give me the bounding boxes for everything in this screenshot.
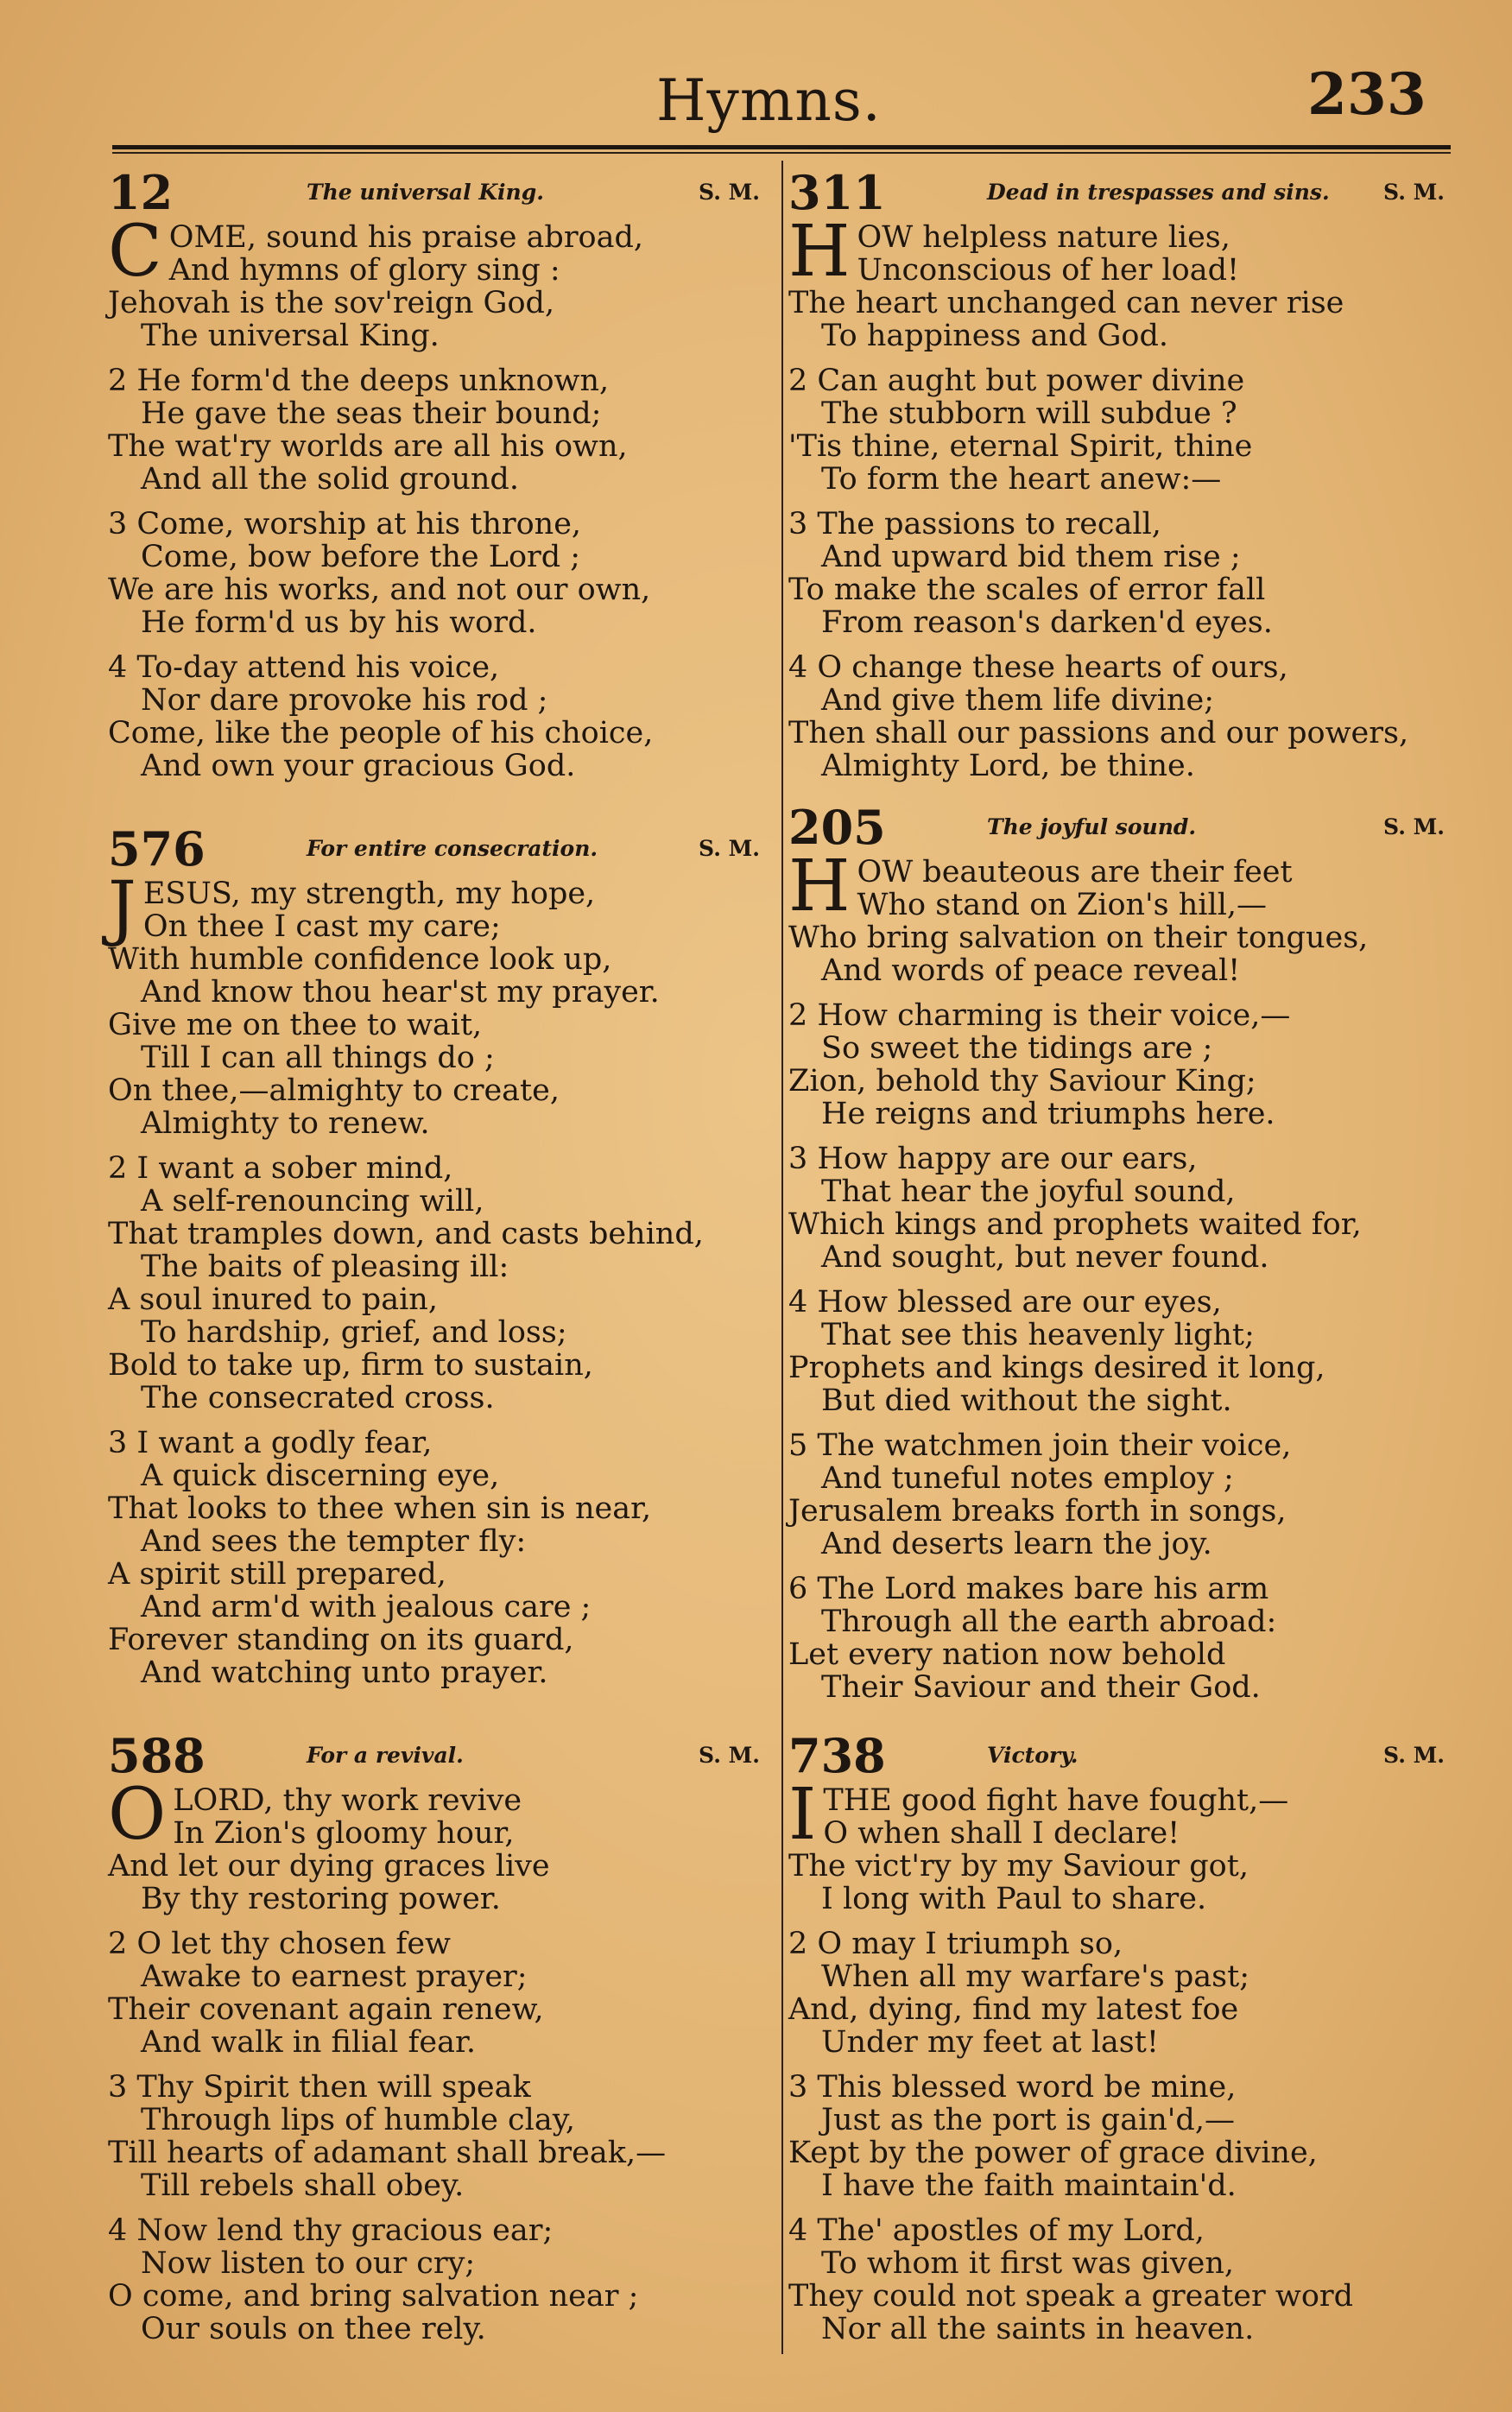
verse-line: And all the solid ground.	[141, 462, 519, 497]
hymn-theme: For a revival.	[307, 1743, 464, 1768]
verse-line: 2 He form'd the deeps unknown,	[108, 364, 610, 398]
verse-line: Give me on thee to wait,	[108, 1008, 483, 1042]
stanza	[788, 999, 1453, 1130]
verse-line: 4 The' apostles of my Lord,	[788, 2213, 1205, 2248]
verse-line: Just as the port is gain'd,—	[821, 2103, 1235, 2137]
verse-line: Jerusalem breaks forth in songs,	[788, 1494, 1287, 1529]
stanza-gap	[788, 1130, 1453, 1143]
verse-line: To make the scales of error fall	[788, 573, 1266, 607]
verse-line: Almighty to renew.	[141, 1106, 430, 1141]
verse-line: 6 The Lord makes bare his arm	[788, 1572, 1269, 1606]
verse-line: OW beauteous are their feet	[857, 855, 1293, 889]
verse-line: On thee,—almighty to create,	[108, 1073, 560, 1108]
drop-cap: J	[108, 867, 136, 949]
stanza	[108, 1774, 769, 1916]
verse-line: The vict'ry by my Saviour got,	[788, 1849, 1249, 1883]
hymn-theme: Victory.	[987, 1743, 1079, 1768]
verse-line: He form'd us by his word.	[141, 605, 537, 640]
stanza-gap	[788, 1561, 1453, 1573]
verse-line: Come, bow before the Lord ;	[141, 540, 581, 574]
hymn-205	[788, 799, 1453, 1704]
verse-line: Let every nation now behold	[788, 1637, 1226, 1672]
stanza	[788, 1429, 1453, 1561]
verse-line: Till hearts of adamant shall break,—	[108, 2136, 667, 2170]
verse-line: And words of peace reveal!	[821, 953, 1241, 988]
stanza-gap	[788, 1417, 1453, 1429]
verse-line: On thee I cast my care;	[142, 909, 501, 944]
verse-line: Come, like the people of his choice,	[108, 716, 654, 750]
stanza	[108, 2214, 769, 2346]
hymn-meter: S. M.	[699, 180, 760, 205]
verse-line: With humble confidence look up,	[108, 942, 612, 977]
verse-line: 3 The passions to recall,	[788, 507, 1161, 541]
verse-line: Who bring salvation on their tongues,	[788, 921, 1369, 955]
stanza	[108, 508, 769, 639]
header-rule-thin	[112, 152, 1451, 154]
stanza	[108, 1928, 769, 2059]
stanza	[108, 1427, 769, 1689]
stanza	[788, 2214, 1453, 2346]
stanza-gap	[788, 1915, 1453, 1928]
verse-line: And walk in filial fear.	[141, 2025, 477, 2060]
verse-line: But died without the sight.	[821, 1383, 1232, 1418]
verse-line: That tramples down, and casts behind,	[108, 1217, 704, 1251]
verse-line: A self-renouncing will,	[141, 1184, 484, 1219]
stanza-gap	[108, 1140, 769, 1152]
verse-line: 4 O change these hearts of ours,	[788, 650, 1288, 685]
stanza	[788, 211, 1453, 353]
page-title: Hymns.	[656, 67, 882, 134]
verse-line: He reigns and triumphs here.	[821, 1097, 1275, 1131]
verse-line: 2 Can aught but power divine	[788, 364, 1245, 398]
verse-line: A quick discerning eye,	[141, 1459, 500, 1493]
hymn-meter: S. M.	[699, 836, 760, 861]
verse-line: Zion, behold thy Saviour King;	[788, 1064, 1256, 1098]
verse-line: 4 Now lend thy gracious ear;	[108, 2213, 554, 2248]
verse-line: That hear the joyful sound,	[821, 1174, 1236, 1209]
hymn-number: 205	[788, 800, 886, 855]
stanza	[108, 1152, 769, 1415]
hymn-576	[108, 820, 769, 1689]
verse-line: 4 To-day attend his voice,	[108, 650, 500, 685]
drop-cap: I	[788, 1774, 817, 1856]
verse-line: And upward bid them rise ;	[821, 540, 1241, 574]
stanza-gap	[788, 2059, 1453, 2071]
verse-line: O come, and bring salvation near ;	[108, 2279, 639, 2314]
verse-line: And let our dying graces live	[108, 1849, 550, 1883]
verse-line: The consecrated cross.	[141, 1381, 495, 1415]
hymn-heading	[108, 164, 769, 221]
verse-line: OW helpless nature lies,	[857, 220, 1230, 255]
hymn-meter: S. M.	[699, 1743, 760, 1768]
drop-cap: O	[108, 1774, 167, 1856]
verse-line: That looks to thee when sin is near,	[108, 1491, 652, 1526]
verse-line: And deserts learn the joy.	[821, 1527, 1212, 1561]
verse-line: And watching unto prayer.	[141, 1655, 548, 1690]
page-number: 233	[1307, 60, 1427, 128]
hymn-number: 576	[108, 821, 206, 877]
verse-line: Who stand on Zion's hill,—	[857, 888, 1268, 922]
verse-line: He gave the seas their bound;	[141, 396, 602, 431]
hymn-311	[788, 164, 1453, 782]
verse-line: Now listen to our cry;	[141, 2246, 476, 2281]
verse-line: The wat'ry worlds are all his own,	[108, 429, 628, 464]
column-divider	[781, 161, 783, 2354]
stanza	[108, 867, 769, 1141]
drop-cap: H	[788, 211, 851, 293]
verse-line: 4 How blessed are our eyes,	[788, 1285, 1222, 1320]
stanza	[788, 1774, 1453, 1916]
verse-line: LORD, thy work revive	[173, 1783, 522, 1818]
stanza	[108, 2071, 769, 2202]
stanza	[788, 364, 1453, 496]
stanza-gap	[788, 496, 1453, 508]
verse-line: 2 O let thy chosen few	[108, 1927, 451, 1961]
verse-line: That see this heavenly light;	[821, 1318, 1255, 1352]
hymn-theme: For entire consecration.	[307, 836, 598, 861]
hymn-number: 311	[788, 165, 886, 220]
verse-line: Unconscious of her load!	[857, 253, 1240, 288]
stanza-gap	[788, 987, 1453, 999]
verse-line: 3 I want a godly fear,	[108, 1426, 433, 1460]
hymn-738	[788, 1727, 1453, 2346]
stanza-gap	[108, 639, 769, 651]
verse-line: Then shall our passions and our powers,	[788, 716, 1409, 750]
verse-line: Our souls on thee rely.	[141, 2312, 486, 2346]
stanza	[788, 1928, 1453, 2059]
verse-line: THE good fight have fought,—	[823, 1783, 1289, 1818]
verse-line: And sees the tempter fly:	[141, 1524, 527, 1559]
hymn-theme: The joyful sound.	[987, 814, 1197, 839]
verse-line: To hardship, grief, and loss;	[141, 1315, 567, 1350]
stanza-gap	[788, 639, 1453, 651]
verse-line: Nor dare provoke his rod ;	[141, 683, 548, 718]
stanza	[108, 364, 769, 496]
verse-line: The stubborn will subdue ?	[821, 396, 1237, 431]
verse-line: In Zion's gloomy hour,	[173, 1816, 515, 1851]
verse-line: Kept by the power of grace divine,	[788, 2136, 1318, 2170]
hymn-number: 738	[788, 1728, 886, 1783]
hymn-12	[108, 164, 769, 782]
verse-line: And sought, but never found.	[821, 1240, 1269, 1275]
hymn-number: 12	[108, 165, 174, 220]
header-rule	[112, 145, 1451, 149]
stanza-gap	[108, 496, 769, 508]
verse-line: When all my warfare's past;	[821, 1959, 1249, 1994]
verse-line: And know thou hear'st my prayer.	[141, 975, 660, 1010]
stanza	[788, 1573, 1453, 1704]
verse-line: O when shall I declare!	[823, 1816, 1180, 1851]
hymn-meter: S. M.	[1383, 180, 1445, 205]
verse-line: From reason's darken'd eyes.	[821, 605, 1273, 640]
verse-line: 'Tis thine, eternal Spirit, thine	[788, 429, 1253, 464]
drop-cap: C	[108, 211, 162, 293]
verse-line: Prophets and kings desired it long,	[788, 1351, 1325, 1385]
verse-line: Bold to take up, firm to sustain,	[108, 1348, 593, 1383]
verse-line: And give them life divine;	[821, 683, 1214, 718]
stanza-gap	[788, 352, 1453, 364]
verse-line: Till I can all things do ;	[141, 1041, 495, 1075]
verse-line: They could not speak a greater word	[788, 2279, 1354, 2314]
stanza-gap	[108, 2202, 769, 2214]
verse-line: Awake to earnest prayer;	[141, 1959, 528, 1994]
verse-line: Under my feet at last!	[821, 2025, 1159, 2060]
verse-line: 3 How happy are our ears,	[788, 1142, 1198, 1176]
verse-line: To happiness and God.	[821, 319, 1169, 353]
stanza	[788, 1143, 1453, 1274]
hymn-meter: S. M.	[1383, 1743, 1445, 1768]
stanza	[108, 651, 769, 782]
hymn-theme: Dead in trespasses and sins.	[987, 180, 1330, 205]
verse-line: Their covenant again renew,	[108, 1992, 544, 2027]
verse-line: Their Saviour and their God.	[821, 1670, 1261, 1705]
verse-line: 2 O may I triumph so,	[788, 1927, 1123, 1961]
hymn-588	[108, 1727, 769, 2346]
verse-line: Which kings and prophets waited for,	[788, 1207, 1362, 1242]
stanza-gap	[108, 2059, 769, 2071]
hymn-number: 588	[108, 1728, 206, 1783]
drop-cap: H	[788, 845, 851, 927]
verse-line: Through all the earth abroad:	[821, 1605, 1277, 1639]
verse-line: The heart unchanged can never rise	[788, 286, 1344, 320]
verse-line: Through lips of humble clay,	[141, 2103, 575, 2137]
verse-line: And, dying, find my latest foe	[788, 1992, 1239, 2027]
hymn-heading	[788, 164, 1453, 221]
verse-line: To form the heart anew:—	[821, 462, 1222, 497]
verse-line: And own your gracious God.	[141, 749, 576, 783]
verse-line: I have the faith maintain'd.	[821, 2168, 1237, 2203]
hymn-heading	[108, 1727, 769, 1784]
verse-line: 3 Thy Spirit then will speak	[108, 2070, 531, 2105]
verse-line: ESUS, my strength, my hope,	[142, 877, 596, 911]
verse-line: We are his works, and not our own,	[108, 573, 651, 607]
verse-line: A soul inured to pain,	[108, 1282, 438, 1317]
stanza	[108, 211, 769, 353]
stanza	[788, 651, 1453, 782]
stanza	[788, 508, 1453, 639]
verse-line: OME, sound his praise abroad,	[168, 220, 644, 255]
verse-line: So sweet the tidings are ;	[821, 1031, 1213, 1066]
hymn-meter: S. M.	[1383, 814, 1445, 839]
verse-line: And tuneful notes employ ;	[821, 1461, 1234, 1496]
hymn-heading	[788, 799, 1453, 856]
verse-line: 2 How charming is their voice,—	[788, 998, 1291, 1033]
hymn-heading	[788, 1727, 1453, 1784]
stanza-gap	[108, 1915, 769, 1928]
verse-line: The universal King.	[141, 319, 440, 353]
verse-line: And hymns of glory sing :	[168, 253, 560, 288]
stanza-gap	[108, 1415, 769, 1427]
verse-line: 2 I want a sober mind,	[108, 1151, 453, 1186]
stanza	[788, 845, 1453, 988]
hymn-heading	[108, 820, 769, 877]
verse-line: 3 This blessed word be mine,	[788, 2070, 1237, 2105]
verse-line: 5 The watchmen join their voice,	[788, 1428, 1292, 1463]
verse-line: And arm'd with jealous care ;	[141, 1590, 592, 1624]
verse-line: Almighty Lord, be thine.	[821, 749, 1195, 783]
stanza-gap	[788, 2202, 1453, 2214]
verse-line: By thy restoring power.	[141, 1882, 501, 1916]
verse-line: Jehovah is the sov'reign God,	[108, 286, 555, 320]
verse-line: I long with Paul to share.	[821, 1882, 1207, 1916]
verse-line: The baits of pleasing ill:	[141, 1250, 509, 1284]
stanza	[788, 1286, 1453, 1417]
verse-line: To whom it first was given,	[821, 2246, 1234, 2281]
verse-line: 3 Come, worship at his throne,	[108, 507, 582, 541]
verse-line: Forever standing on its guard,	[108, 1623, 574, 1657]
page-header	[0, 0, 1512, 155]
stanza-gap	[108, 352, 769, 364]
stanza-gap	[788, 1274, 1453, 1286]
hymn-theme: The universal King.	[307, 180, 544, 205]
verse-line: Till rebels shall obey.	[141, 2168, 465, 2203]
verse-line: A spirit still prepared,	[108, 1557, 446, 1592]
verse-line: Nor all the saints in heaven.	[821, 2312, 1255, 2346]
stanza	[788, 2071, 1453, 2202]
